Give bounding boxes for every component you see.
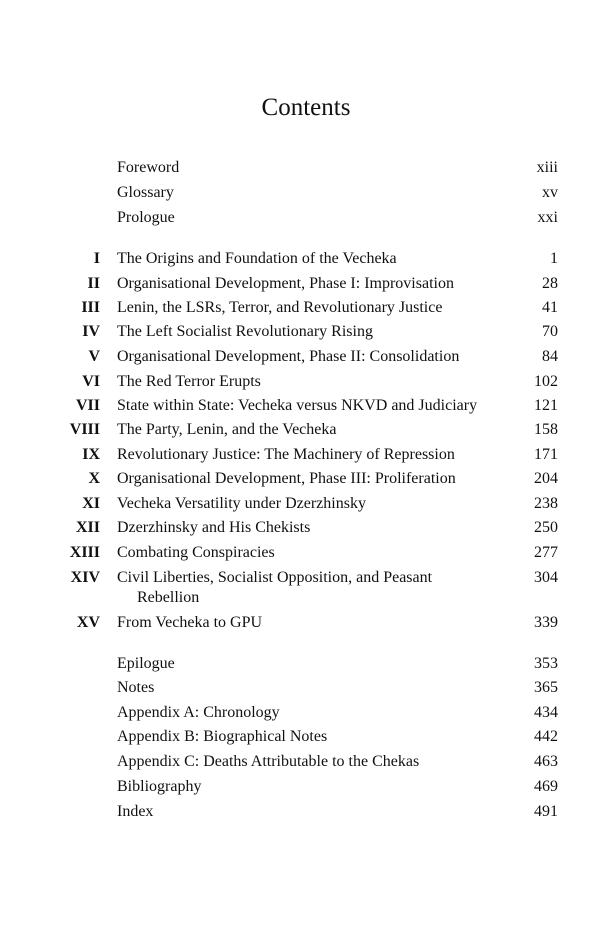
toc-entry [0, 183, 612, 203]
entry-page: 469 [534, 778, 558, 795]
toc-chapter [0, 613, 612, 633]
entry-page: 1 [550, 250, 558, 267]
entry-label: Organisational Development, Phase II: Consolidation [117, 348, 460, 365]
chapter-number: III [81, 299, 100, 316]
chapter-number: XV [76, 614, 100, 631]
entry-page: 171 [534, 446, 558, 463]
entry-page: 434 [534, 704, 558, 721]
entry-page: 365 [534, 679, 558, 696]
chapter-number: V [88, 348, 100, 365]
entry-label: Lenin, the LSRs, Terror, and Revolutionary Justice [117, 299, 443, 316]
chapter-number: I [93, 250, 100, 267]
toc-entry [0, 727, 612, 747]
entry-page: xxi [537, 209, 558, 226]
entry-page: 41 [542, 299, 558, 316]
toc-chapter [0, 420, 612, 440]
entry-label: State within State: Vecheka versus NKVD and Judiciary [117, 397, 478, 414]
entry-page: 250 [534, 519, 558, 536]
entry-label: Index [117, 803, 154, 820]
toc-chapter [0, 298, 612, 318]
entry-page: 102 [534, 373, 558, 390]
entry-label: Vecheka Versatility under Dzerzhinsky [117, 495, 366, 512]
entry-page: 277 [534, 544, 558, 561]
chapter-number: II [87, 275, 100, 292]
entry-label: From Vecheka to GPU [117, 614, 263, 631]
toc-chapter [0, 274, 612, 294]
toc-chapter [0, 445, 612, 465]
entry-label: The Left Socialist Revolutionary Rising [117, 323, 373, 340]
entry-label-line1: Civil Liberties, Socialist Opposition, and Peasant [117, 569, 433, 586]
entry-label: Foreword [117, 159, 180, 176]
toc-entry [0, 678, 612, 698]
entry-label: Epilogue [117, 655, 175, 672]
entry-label: Appendix A: Chronology [117, 704, 280, 721]
toc-chapter [0, 494, 612, 514]
chapter-number: XII [75, 519, 100, 536]
toc-chapter [0, 396, 612, 416]
entry-page: 84 [542, 348, 558, 365]
toc-entry [0, 158, 612, 178]
entry-page: 304 [534, 569, 558, 586]
entry-page: 158 [534, 421, 558, 438]
entry-label-line2: Rebellion [137, 589, 200, 606]
chapter-number: XIV [70, 569, 100, 586]
entry-label: Notes [117, 679, 155, 696]
entry-label: Prologue [117, 209, 175, 226]
toc-entry [0, 703, 612, 723]
chapter-number: IX [82, 446, 100, 463]
page-title: Contents [261, 94, 351, 121]
toc-entry [0, 208, 612, 228]
entry-page: 491 [534, 803, 558, 820]
entry-label: Organisational Development, Phase III: Proliferation [117, 470, 456, 487]
toc-chapter [0, 249, 612, 269]
toc-chapter [0, 518, 612, 538]
toc-chapter [0, 372, 612, 392]
chapter-number: X [88, 470, 100, 487]
chapter-number: VI [82, 373, 100, 390]
toc-chapter [0, 543, 612, 563]
entry-label: Appendix C: Deaths Attributable to the Chekas [117, 753, 420, 770]
entry-label: Revolutionary Justice: The Machinery of Repression [117, 446, 455, 463]
entry-label: The Red Terror Erupts [117, 373, 261, 390]
entry-page: 442 [534, 728, 558, 745]
entry-label: Appendix B: Biographical Notes [117, 728, 328, 745]
chapter-number: IV [82, 323, 100, 340]
entry-page: 238 [534, 495, 558, 512]
toc-chapter [0, 347, 612, 367]
entry-label: Organisational Development, Phase I: Improvisation [117, 275, 454, 292]
toc-entry [0, 654, 612, 674]
chapter-number: VIII [69, 421, 100, 438]
entry-page: xiii [536, 159, 558, 176]
entry-page: xv [542, 184, 558, 201]
entry-page: 339 [534, 614, 558, 631]
chapter-number: VII [75, 397, 100, 414]
entry-label: Glossary [117, 184, 174, 201]
toc-chapter [0, 469, 612, 489]
entry-label: Combating Conspiracies [117, 544, 275, 561]
entry-page: 204 [534, 470, 558, 487]
entry-page: 121 [534, 397, 558, 414]
chapter-number: XIII [69, 544, 100, 561]
entry-page: 28 [542, 275, 558, 292]
toc-entry [0, 752, 612, 772]
entry-page: 70 [542, 323, 558, 340]
entry-page: 353 [534, 655, 558, 672]
entry-label [117, 568, 497, 608]
entry-label: The Party, Lenin, and the Vecheka [117, 421, 337, 438]
chapter-number: XI [82, 495, 100, 512]
toc-entry [0, 777, 612, 797]
toc-chapter [0, 322, 612, 342]
toc-chapter [0, 568, 612, 608]
entry-label: Bibliography [117, 778, 202, 795]
entry-label: The Origins and Foundation of the Vecheka [117, 250, 397, 267]
toc-entry [0, 802, 612, 822]
entry-label: Dzerzhinsky and His Chekists [117, 519, 311, 536]
entry-page: 463 [534, 753, 558, 770]
